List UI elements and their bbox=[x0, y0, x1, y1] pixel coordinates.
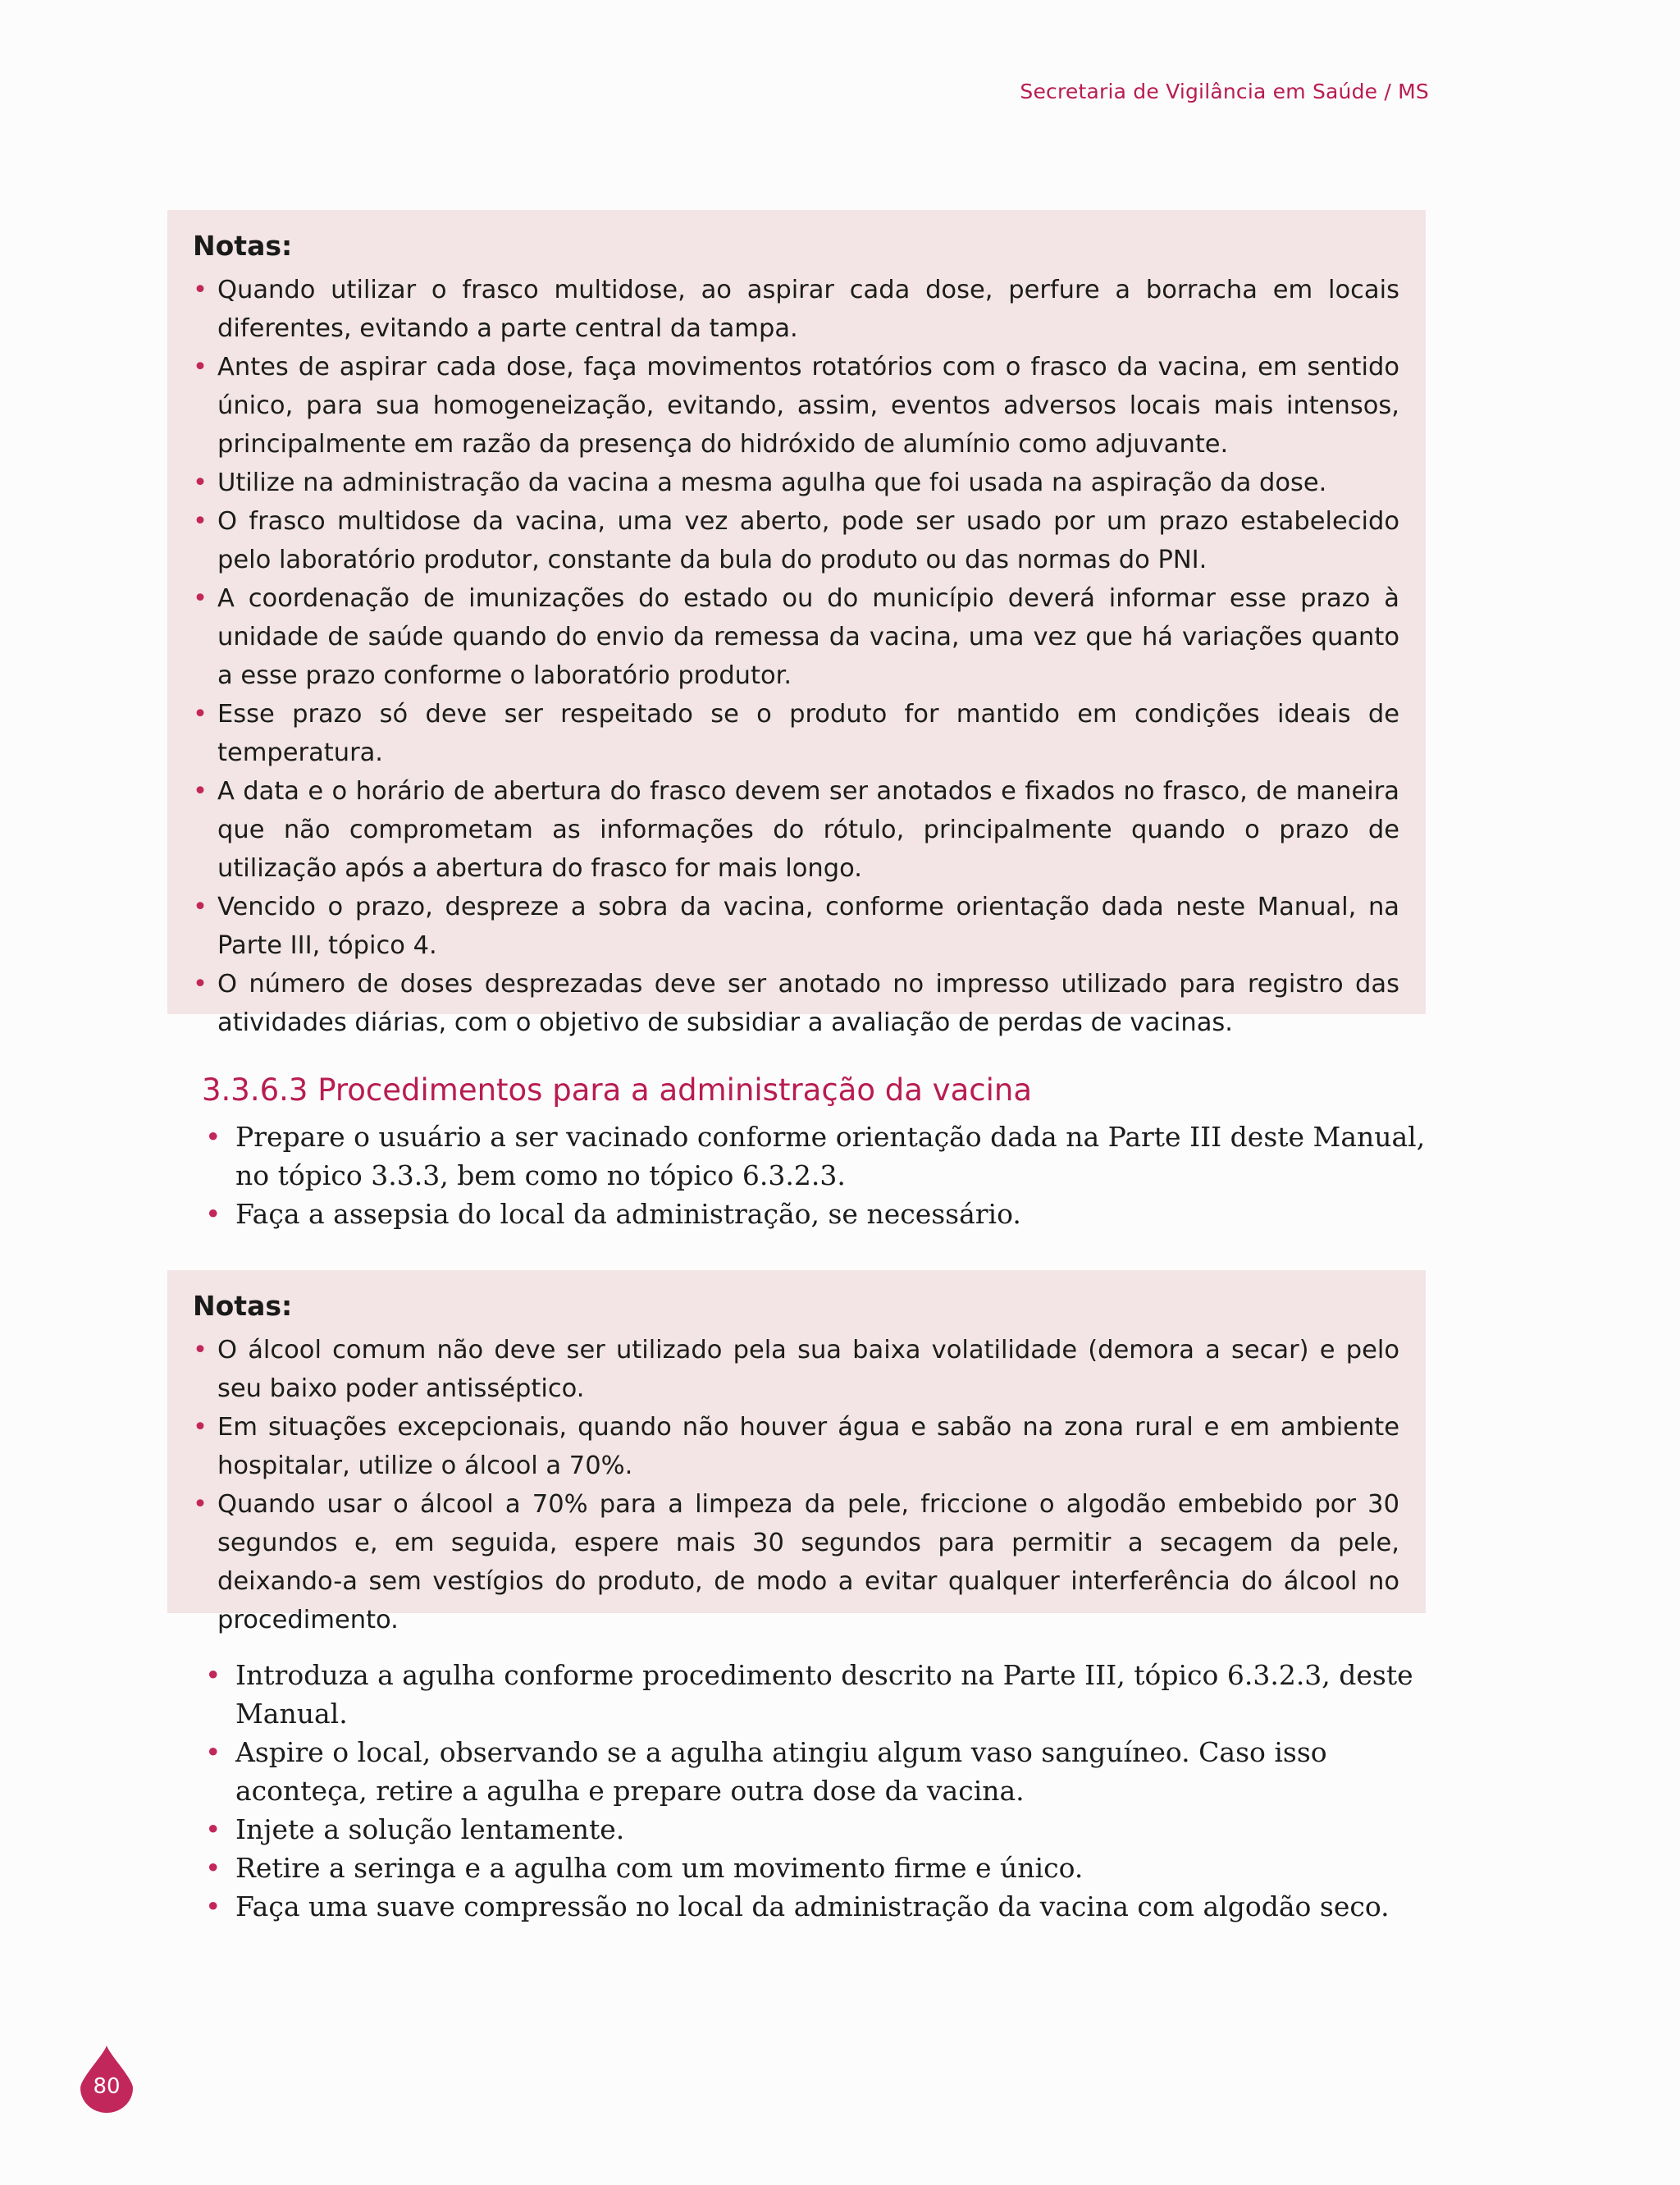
notes-list bbox=[193, 271, 1399, 1042]
notes-title: Notas: bbox=[193, 1290, 293, 1322]
note-item: • A data e o horário de abertura do frasco devem ser anotados e fixados no frasco, de maneira que não comprometam as informações do rótulo, principalmente quando o prazo de utilização após a abertura do frasco for mais longo. bbox=[193, 772, 1399, 888]
note-item: • Quando usar o álcool a 70% para a limpeza da pele, friccione o algodão embebido por 30 segundos e, em seguida, espere mais 30 segundos para permitir a secagem da pele, deixando-a sem vestígios do produto, de modo a evitar qualquer interferência do álcool no procedimento. bbox=[193, 1485, 1399, 1639]
procedure-item: • Faça a assepsia do local da administração, se necessário. bbox=[205, 1195, 1427, 1233]
note-item: • O álcool comum não deve ser utilizado pela sua baixa volatilidade (demora a secar) e pelo seu baixo poder antisséptico. bbox=[193, 1331, 1399, 1408]
page-number: 80 bbox=[93, 2074, 121, 2099]
running-header: Secretaria de Vigilância em Saúde / MS bbox=[1020, 80, 1429, 103]
note-item: • Em situações excepcionais, quando não houver água e sabão na zona rural e em ambiente hospitalar, utilize o álcool a 70%. bbox=[193, 1408, 1399, 1485]
notes-box-alcohol bbox=[167, 1270, 1426, 1634]
note-item: • Quando utilizar o frasco multidose, ao aspirar cada dose, perfure a borracha em locais diferentes, evitando a parte central da tampa. bbox=[193, 271, 1399, 348]
notes-title: Notas: bbox=[193, 230, 293, 262]
note-item: • O número de doses desprezadas deve ser anotado no impresso utilizado para registro das atividades diárias, com o objetivo de subsidiar a avaliação de perdas de vacinas. bbox=[193, 965, 1399, 1042]
note-item: • Antes de aspirar cada dose, faça movimentos rotatórios com o frasco da vacina, em sentido único, para sua homogeneização, evitando, assim, eventos adversos locais mais intensos, principalmente em razão da presença do hidróxido de alumínio como adjuvante. bbox=[193, 348, 1399, 464]
procedure-item: • Prepare o usuário a ser vacinado conforme orientação dada na Parte III deste Manual, no tópico 3.3.3, bem como no tópico 6.3.2.3. bbox=[205, 1118, 1427, 1195]
section-heading: 3.3.6.3 Procedimentos para a administração da vacina bbox=[202, 1072, 1032, 1108]
procedure-item: • Aspire o local, observando se a agulha atingiu algum vaso sanguíneo. Caso isso aconteça, retire a agulha e prepare outra dose da vacina. bbox=[205, 1733, 1427, 1810]
note-item: • A coordenação de imunizações do estado ou do município deverá informar esse prazo à unidade de saúde quando do envio da remessa da vacina, uma vez que há variações quanto a esse prazo conforme o laboratório produtor. bbox=[193, 579, 1399, 695]
procedure-item: • Faça uma suave compressão no local da administração da vacina com algodão seco. bbox=[205, 1887, 1427, 1926]
procedure-item: • Injete a solução lentamente. bbox=[205, 1810, 1427, 1849]
procedure-item: • Introduza a agulha conforme procedimento descrito na Parte III, tópico 6.3.2.3, deste Manual. bbox=[205, 1656, 1427, 1733]
procedure-item: • Retire a seringa e a agulha com um movimento firme e único. bbox=[205, 1849, 1427, 1887]
note-item: • Esse prazo só deve ser respeitado se o produto for mantido em condições ideais de temperatura. bbox=[193, 695, 1399, 772]
notes-list bbox=[193, 1331, 1399, 1639]
notes-box-aspiration bbox=[167, 210, 1426, 1037]
note-item: • Vencido o prazo, despreze a sobra da vacina, conforme orientação dada neste Manual, na Parte III, tópico 4. bbox=[193, 888, 1399, 965]
procedure-list-after bbox=[205, 1656, 1427, 1926]
procedure-list-before bbox=[205, 1118, 1427, 1233]
note-item: • O frasco multidose da vacina, uma vez aberto, pode ser usado por um prazo estabelecido pelo laboratório produtor, constante da bula do produto ou das normas do PNI. bbox=[193, 502, 1399, 579]
note-item: • Utilize na administração da vacina a mesma agulha que foi usada na aspiração da dose. bbox=[193, 464, 1399, 502]
